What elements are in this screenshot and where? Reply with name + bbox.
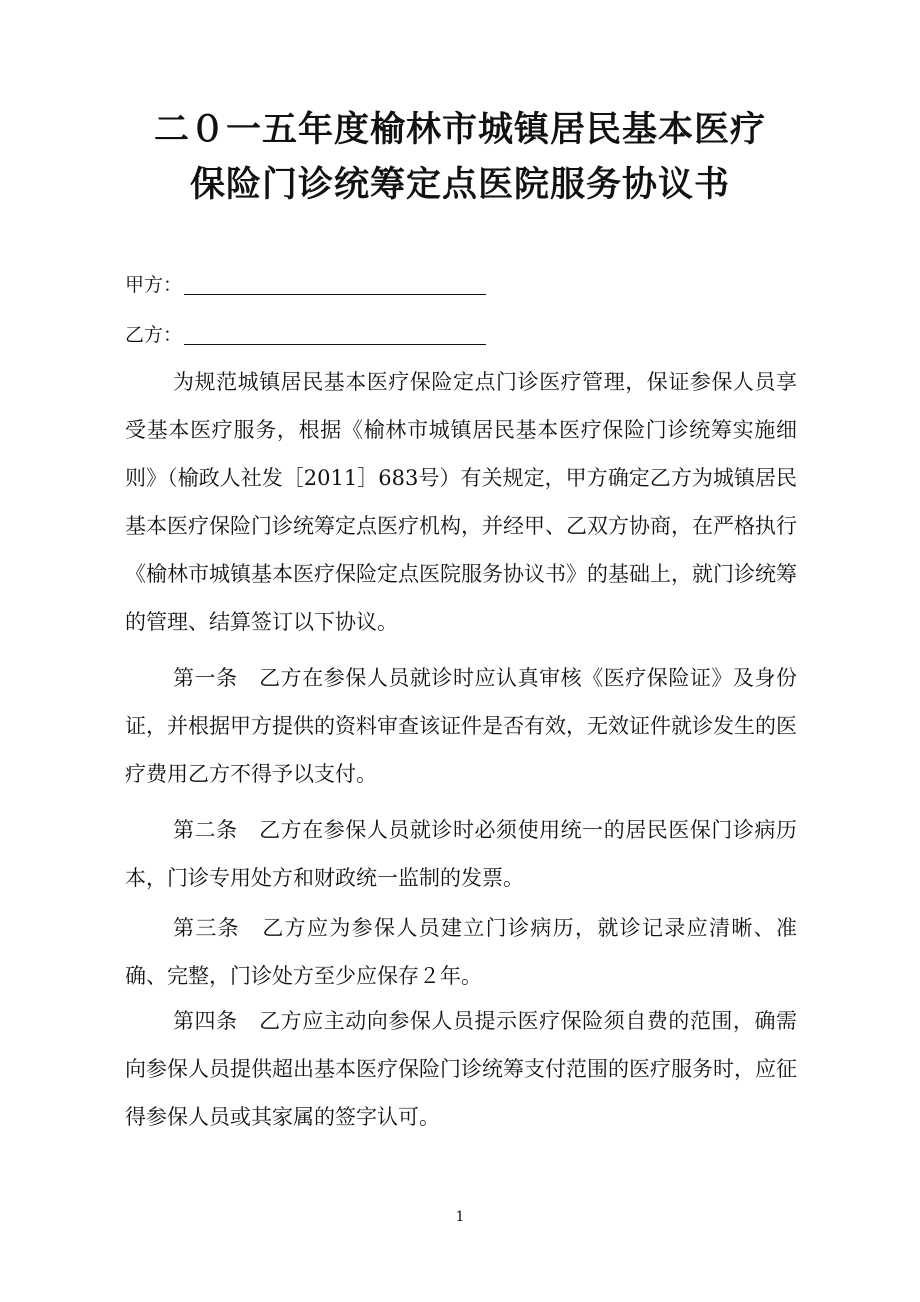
party-b-label: 乙方： — [125, 324, 183, 346]
article-2: 第二条 乙方在参保人员就诊时必须使用统一的居民医保门诊病历本，门诊专用处方和财政统一监制的发票。 — [125, 818, 797, 890]
party-a-blank-line — [184, 293, 486, 295]
article-1: 第一条 乙方在参保人员就诊时应认真审核《医疗保险证》及身份证，并根据甲方提供的资料审查该证件是否有效，无效证件就诊发生的医疗费用乙方不得予以支付。 — [125, 666, 797, 786]
document-title-line-1: 二０一五年度榆林市城镇居民基本医疗 — [153, 110, 766, 150]
article-3: 第三条 乙方应为参保人员建立门诊病历，就诊记录应清晰、准确、完整，门诊处方至少应保存２年。 — [125, 916, 797, 988]
article-4: 第四条 乙方应主动向参保人员提示医疗保险须自费的范围，确需向参保人员提供超出基本医疗保险门诊统筹支付范围的医疗服务时，应征得参保人员或其家属的签字认可。 — [125, 1009, 797, 1129]
document-title-line-2: 保险门诊统筹定点医院服务协议书 — [189, 165, 730, 205]
party-a-row — [125, 276, 486, 295]
page-number: 1 — [455, 1209, 465, 1225]
intro-paragraph: 为规范城镇居民基本医疗保险定点门诊医疗管理，保证参保人员享受基本医疗服务，根据《榆林市城镇居民基本医疗保险门诊统筹实施细则》（榆政人社发［2011］683号）有关规定，甲方确定乙方为城镇居民基本医疗保险门诊统筹定点医疗机构，并经甲、乙双方协商，在严格执行《榆林市城镇基本医疗保险定点医院服务协议书》的基础上，就门诊统筹的管理、结算签订以下协议。 — [125, 370, 797, 634]
party-b-blank-line — [184, 343, 486, 345]
party-a-label: 甲方： — [125, 274, 183, 296]
party-b-row — [125, 326, 486, 345]
